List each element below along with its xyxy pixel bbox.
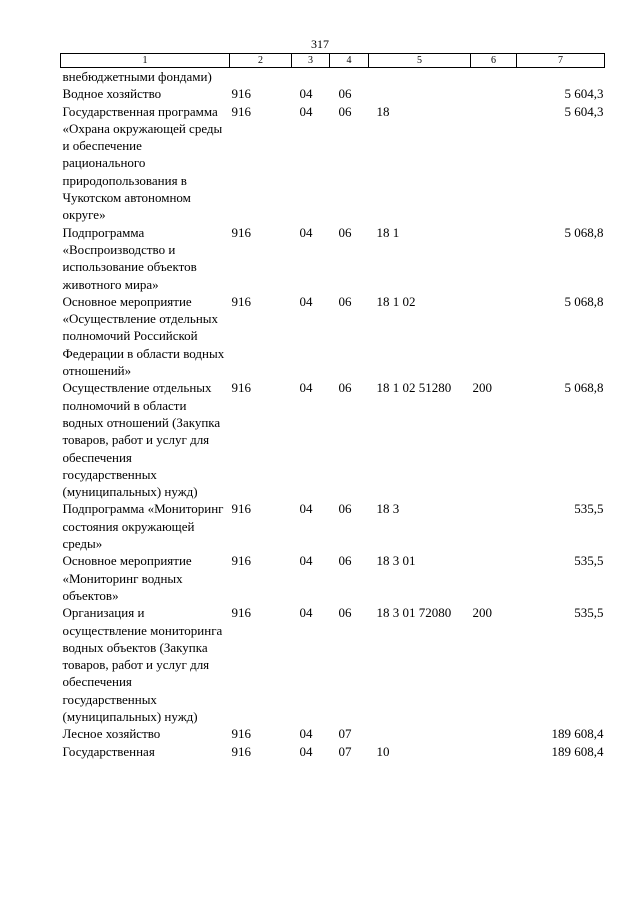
column-header: 7 (517, 54, 605, 68)
item-name: внебюджетными фондами) (62, 69, 212, 84)
section-code: 04 (299, 224, 313, 240)
expense-type (471, 103, 517, 224)
target-article (369, 725, 471, 742)
expense-type (471, 743, 517, 760)
section-code: 04 (299, 380, 313, 396)
target-article: 18 1 (376, 224, 400, 240)
item-name: Лесное хозяйство (62, 726, 161, 742)
ministry-code: 916 (231, 224, 251, 240)
subsection-code: 06 (338, 501, 352, 517)
amount: 535,5 (574, 501, 604, 517)
column-header: 2 (230, 54, 292, 68)
amount: 535,5 (574, 553, 604, 569)
column-header: 6 (471, 54, 517, 68)
item-name: Государственная (62, 743, 155, 759)
amount: 5 068,8 (564, 380, 604, 396)
budget-table (60, 53, 605, 760)
ministry-code: 916 (231, 726, 251, 742)
item-name: Организация и осуществление мониторинга водных объектов (Закупка товаров, работ и услуг для обеспечения государственных (муниципальных) нужд) (62, 605, 223, 724)
page-number: 317 (311, 37, 329, 51)
subsection-code: 06 (338, 224, 352, 240)
ministry-code: 916 (231, 605, 251, 621)
column-header: 4 (330, 54, 369, 68)
ministry-code: 916 (231, 743, 251, 759)
ministry-code: 916 (231, 103, 251, 119)
expense-type (471, 224, 517, 293)
amount: 189 608,4 (551, 743, 604, 759)
section-code: 04 (299, 103, 313, 119)
table-row (61, 224, 605, 293)
expense-type (471, 68, 517, 86)
amount: 535,5 (574, 605, 604, 621)
table-row (61, 604, 605, 725)
ministry-code: 916 (231, 86, 251, 102)
amount: 5 604,3 (564, 86, 604, 102)
target-article (369, 68, 471, 86)
table-row (61, 85, 605, 102)
expense-type (471, 293, 517, 379)
item-name: Осуществление отдельных полномочий в области водных отношений (Закупка товаров, работ и услуг для обеспечения государственных (муниципальных) нужд) (62, 380, 221, 500)
target-article: 18 3 01 (376, 553, 416, 569)
target-article: 18 3 (376, 501, 400, 517)
item-name: Подпрограмма «Мониторинг состояния окружающей среды» (62, 501, 224, 552)
expense-type (471, 725, 517, 742)
subsection-code: 06 (338, 86, 352, 102)
expense-type (471, 552, 517, 604)
target-article: 10 (376, 743, 390, 759)
column-header: 1 (61, 54, 230, 68)
section-code: 04 (299, 553, 313, 569)
subsection-code (330, 68, 369, 86)
target-article: 18 (376, 103, 390, 119)
expense-type: 200 (472, 380, 492, 396)
subsection-code: 06 (338, 605, 352, 621)
table-row (61, 725, 605, 742)
item-name: Основное мероприятие «Мониторинг водных объектов» (62, 553, 192, 603)
item-name: Водное хозяйство (62, 86, 162, 102)
subsection-code: 07 (338, 743, 352, 759)
expense-type (471, 500, 517, 552)
subsection-code: 06 (338, 103, 352, 119)
subsection-code: 06 (338, 553, 352, 569)
table-row (61, 103, 605, 224)
table-row (61, 379, 605, 500)
table-header (61, 54, 605, 68)
table-row (61, 68, 605, 86)
target-article: 18 3 01 72080 (376, 605, 452, 621)
ministry-code (230, 68, 292, 86)
section-code: 04 (299, 726, 313, 742)
ministry-code: 916 (231, 380, 251, 396)
amount (517, 68, 605, 86)
target-article: 18 1 02 (376, 293, 416, 309)
table-row (61, 500, 605, 552)
section-code: 04 (299, 743, 313, 759)
ministry-code: 916 (231, 293, 251, 309)
subsection-code: 06 (338, 380, 352, 396)
header-row (61, 54, 605, 68)
table-body (61, 68, 605, 760)
table-row (61, 293, 605, 379)
column-header: 5 (369, 54, 471, 68)
expense-type: 200 (472, 605, 492, 621)
target-article: 18 1 02 51280 (376, 380, 452, 396)
ministry-code: 916 (231, 553, 251, 569)
amount: 189 608,4 (551, 726, 604, 742)
table-row (61, 552, 605, 604)
column-header: 3 (292, 54, 330, 68)
subsection-code: 06 (338, 293, 352, 309)
amount: 5 068,8 (564, 224, 604, 240)
item-name: Основное мероприятие «Осуществление отдельных полномочий Российской Федерации в области водных отношений» (62, 293, 225, 379)
target-article (369, 85, 471, 102)
ministry-code: 916 (231, 501, 251, 517)
expense-type (471, 85, 517, 102)
section-code (292, 68, 330, 86)
amount: 5 068,8 (564, 293, 604, 309)
item-name: Государственная программа «Охрана окружающей среды и обеспечение рационального природопользования в Чукотском автономном округе» (62, 103, 223, 223)
subsection-code: 07 (338, 726, 352, 742)
item-name: Подпрограмма «Воспроизводство и использование объектов животного мира» (62, 224, 197, 292)
section-code: 04 (299, 293, 313, 309)
section-code: 04 (299, 86, 313, 102)
section-code: 04 (299, 501, 313, 517)
table-row (61, 743, 605, 760)
section-code: 04 (299, 605, 313, 621)
amount: 5 604,3 (564, 103, 604, 119)
